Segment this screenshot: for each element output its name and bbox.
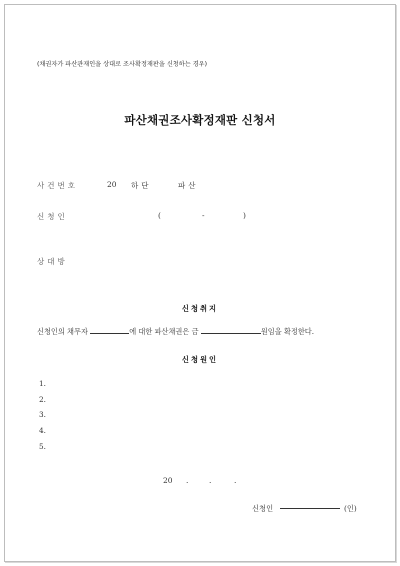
signature-line — [280, 508, 340, 509]
applicant-label: 신청인 — [37, 212, 68, 221]
case-type: 파산 — [178, 181, 199, 190]
date-dot-1: . — [186, 476, 189, 485]
purpose-part-1: 신청인의 채무자 — [37, 327, 88, 336]
purpose-text — [37, 327, 314, 337]
date-dot-3: . — [234, 476, 237, 485]
applicant-dash: - — [202, 211, 205, 220]
purpose-part-2: 에 대한 파산채권은 금 — [129, 327, 199, 336]
reason-item-2: 2. — [39, 395, 46, 404]
reason-item-3: 3. — [39, 410, 46, 419]
debtor-name-blank — [90, 327, 129, 334]
purpose-heading: 신청취지 — [181, 304, 219, 313]
case-division: 하단 — [131, 181, 152, 190]
date-year-prefix: 20 — [163, 476, 173, 485]
document-title: 파산채권조사확정재판 신청서 — [124, 113, 276, 127]
reason-item-4: 4. — [39, 426, 46, 435]
document-page — [4, 4, 396, 562]
purpose-part-3: 원임을 확정한다. — [260, 327, 315, 336]
reason-item-5: 5. — [39, 442, 46, 451]
reason-item-1: 1. — [39, 379, 46, 388]
reasons-heading: 신청원인 — [181, 355, 219, 364]
applicant-paren-open: ( — [158, 211, 161, 220]
date-dot-2: . — [209, 476, 212, 485]
case-year-prefix: 20 — [107, 180, 117, 189]
applicability-note: (채권자가 파산관재인을 상대로 조사확정재판을 신청하는 경우) — [37, 61, 208, 68]
case-number-label: 사건번호 — [37, 181, 78, 190]
seal-mark: (인) — [344, 504, 357, 513]
applicant-paren-close: ) — [243, 211, 246, 220]
opponent-label: 상대방 — [37, 257, 68, 266]
amount-blank — [201, 327, 261, 334]
signature-label: 신청인 — [252, 504, 274, 513]
